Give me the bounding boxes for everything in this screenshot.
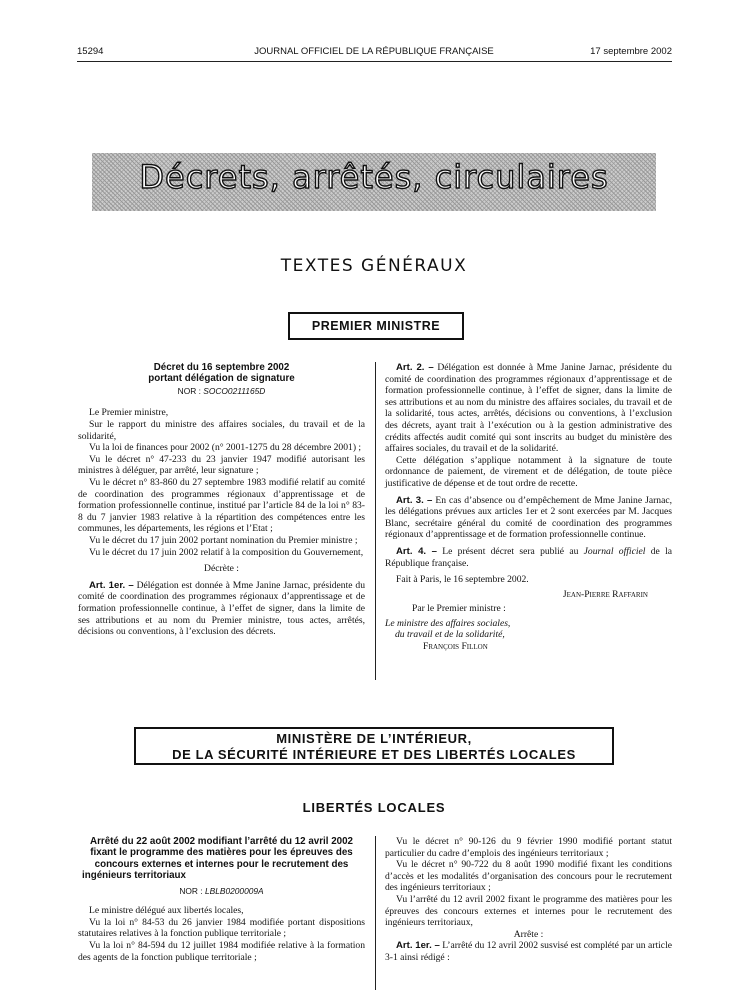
issue-date: 17 septembre 2002 bbox=[590, 46, 672, 57]
decree-paragraph: Vu le décret du 17 juin 2002 relatif à la composition du Gouvernement, bbox=[89, 546, 364, 558]
ministry-name: PREMIER MINISTRE bbox=[311, 319, 441, 333]
fait-a-paris: Fait à Paris, le 16 septembre 2002. bbox=[396, 574, 529, 586]
arrete-paragraph: Vu la loi n° 84-594 du 12 juillet 1984 modifiée relative à la formation des agents de la fonction publique territoriale ; bbox=[78, 940, 365, 963]
section-title: TEXTES GÉNÉRAUX bbox=[280, 256, 468, 276]
article-2: Art. 2. – Délégation est donnée à Mme Janine Jarnac, présidente du comité de coordination des programmes régionaux d’apprentissage et de formation professionnelle continue, à l’effet de signer, dans la limite de ses attributions et au nom du ministre des affaires sociales, du travail et de la solidarité, tous actes, arrêtés, décisions ou conventions, à l’exclusion des décrets, ayant trait à l’exécution ou à la gestion administrative des crédits affectés audit comité qui sont inscrits au budget du ministère des affaires sociales, du travail et de la solidarité. bbox=[385, 362, 672, 455]
ministry-box-premier-ministre bbox=[288, 312, 464, 340]
minister-name: François Fillon bbox=[423, 641, 488, 653]
par-le-premier-ministre: Par le Premier ministre : bbox=[412, 603, 506, 615]
article-1: Art. 1er. – Délégation est donnée à Mme Janine Jarnac, présidente du comité de coordination des programmes régionaux d’apprentissage et de formation professionnelle continue, à l’effet de signer, dans la limite de ses attributions et au nom du Premier ministre, tous actes, arrêtés, décisions ou conventions, à l’exclusion des décrets. bbox=[78, 579, 365, 638]
signer-name: Jean-Pierre Raffarin bbox=[562, 588, 648, 600]
article-4: Art. 4. – Le présent décret sera publié au Journal officiel de la République française. bbox=[385, 545, 672, 569]
decree-right-column bbox=[385, 362, 672, 653]
arrete-line: Arrête : bbox=[513, 928, 544, 940]
column-divider bbox=[375, 836, 376, 990]
arrete-paragraph: Vu le décret n° 90-126 du 9 février 1990 modifié portant statut particulier du cadre d’emplois des ingénieurs territoriaux ; bbox=[385, 836, 672, 859]
decrete-line: Décrète : bbox=[204, 563, 239, 575]
arrete-paragraph: Le ministre délégué aux libertés locales, bbox=[89, 905, 244, 917]
section-title-libertes: LIBERTÉS LOCALES bbox=[302, 800, 446, 815]
decree-paragraph: Vu le décret du 17 juin 2002 portant nomination du Premier ministre ; bbox=[89, 534, 358, 546]
page-number: 15294 bbox=[77, 46, 104, 57]
ministry-name: DE LA SÉCURITÉ INTÉRIEURE ET DES LIBERTÉS LOCALES bbox=[172, 747, 576, 762]
arrete-right-column bbox=[385, 836, 672, 964]
column-divider bbox=[375, 362, 376, 680]
article-2-paragraph: Cette délégation s’applique notamment à la signature de toute ordonnance de paiement, de virement et de délégation, de toute pièce justificative de dépense et de tout ordre de recette. bbox=[385, 454, 672, 489]
arrete-article-1: Art. 1er. – L’arrêté du 12 avril 2002 susvisé est complété par un article 3-1 ainsi rédigé : bbox=[385, 940, 672, 963]
header-rule bbox=[77, 61, 672, 62]
banner-title: Décrets, arrêtés, circulaires bbox=[139, 158, 609, 196]
arrete-paragraph: Vu l’arrêté du 12 avril 2002 fixant le programme des matières pour les épreuves des concours externes et internes pour le recrutement des ingénieurs territoriaux, bbox=[385, 893, 672, 929]
ministry-name: MINISTÈRE DE L’INTÉRIEUR, bbox=[276, 731, 472, 746]
arrete-paragraph: Vu la loi n° 84-53 du 26 janvier 1984 modifiée portant dispositions statutaires relatives à la fonction publique territoriale ; bbox=[78, 916, 365, 940]
decree-paragraph: Vu la loi de finances pour 2002 (n° 2001-1275 du 28 décembre 2001) ; bbox=[89, 442, 362, 454]
minister-title: du travail et de la solidarité, bbox=[395, 629, 505, 641]
arrete-left-column bbox=[78, 836, 365, 963]
minister-title: Le ministre des affaires sociales, bbox=[385, 617, 511, 629]
decree-left-column bbox=[78, 362, 365, 638]
decree-paragraph: Sur le rapport du ministre des affaires sociales, du travail et de la solidarité, bbox=[78, 419, 365, 442]
arrete-title: Arrêté du 22 août 2002 modifiant l’arrêté du 12 avril 2002 fixant le programme des matières pour les épreuves des concours externes et internes pour le recrutement des ingénieurs territoriaux bbox=[82, 836, 353, 882]
decree-nor: NOR : SOCO0211165D bbox=[177, 385, 266, 396]
article-3: Art. 3. – En cas d’absence ou d’empêchement de Mme Janine Jarnac, les délégations prévues aux articles 1er et 2 sont exercées par M. Jacques Blanc, secrétaire général du comité de coordination des programmes régionaux d’apprentissage et de formation professionnelle continue. bbox=[385, 494, 672, 541]
arrete-paragraph: Vu le décret n° 90-722 du 8 août 1990 modifié fixant les conditions d’accès et les modalités d’organisation des concours pour le recrutement des ingénieurs territoriaux ; bbox=[385, 859, 672, 894]
decree-title: Décret du 16 septembre 2002 portant délégation de signature bbox=[148, 362, 295, 385]
decree-paragraph: Vu le décret n° 83-860 du 27 septembre 1983 modifié relatif au comité de coordination des programmes régionaux d’apprentissage et de formation professionnelle continue, institué par l’article 84 de la loi n° 83-8 du 7 janvier 1983 relative à la répartition des compétences entre les communes, les départements, les régions et l’Etat ; bbox=[78, 476, 365, 535]
journal-title: JOURNAL OFFICIEL DE LA RÉPUBLIQUE FRANÇAISE bbox=[254, 46, 494, 57]
decree-paragraph: Le Premier ministre, bbox=[89, 407, 169, 419]
ministry-box-interieur bbox=[134, 727, 614, 765]
arrete-nor: NOR : LBLB0200009A bbox=[179, 885, 264, 896]
decree-paragraph: Vu le décret n° 47-233 du 23 janvier 1947 modifié autorisant les ministres à déléguer, par arrêté, leur signature ; bbox=[78, 453, 365, 477]
